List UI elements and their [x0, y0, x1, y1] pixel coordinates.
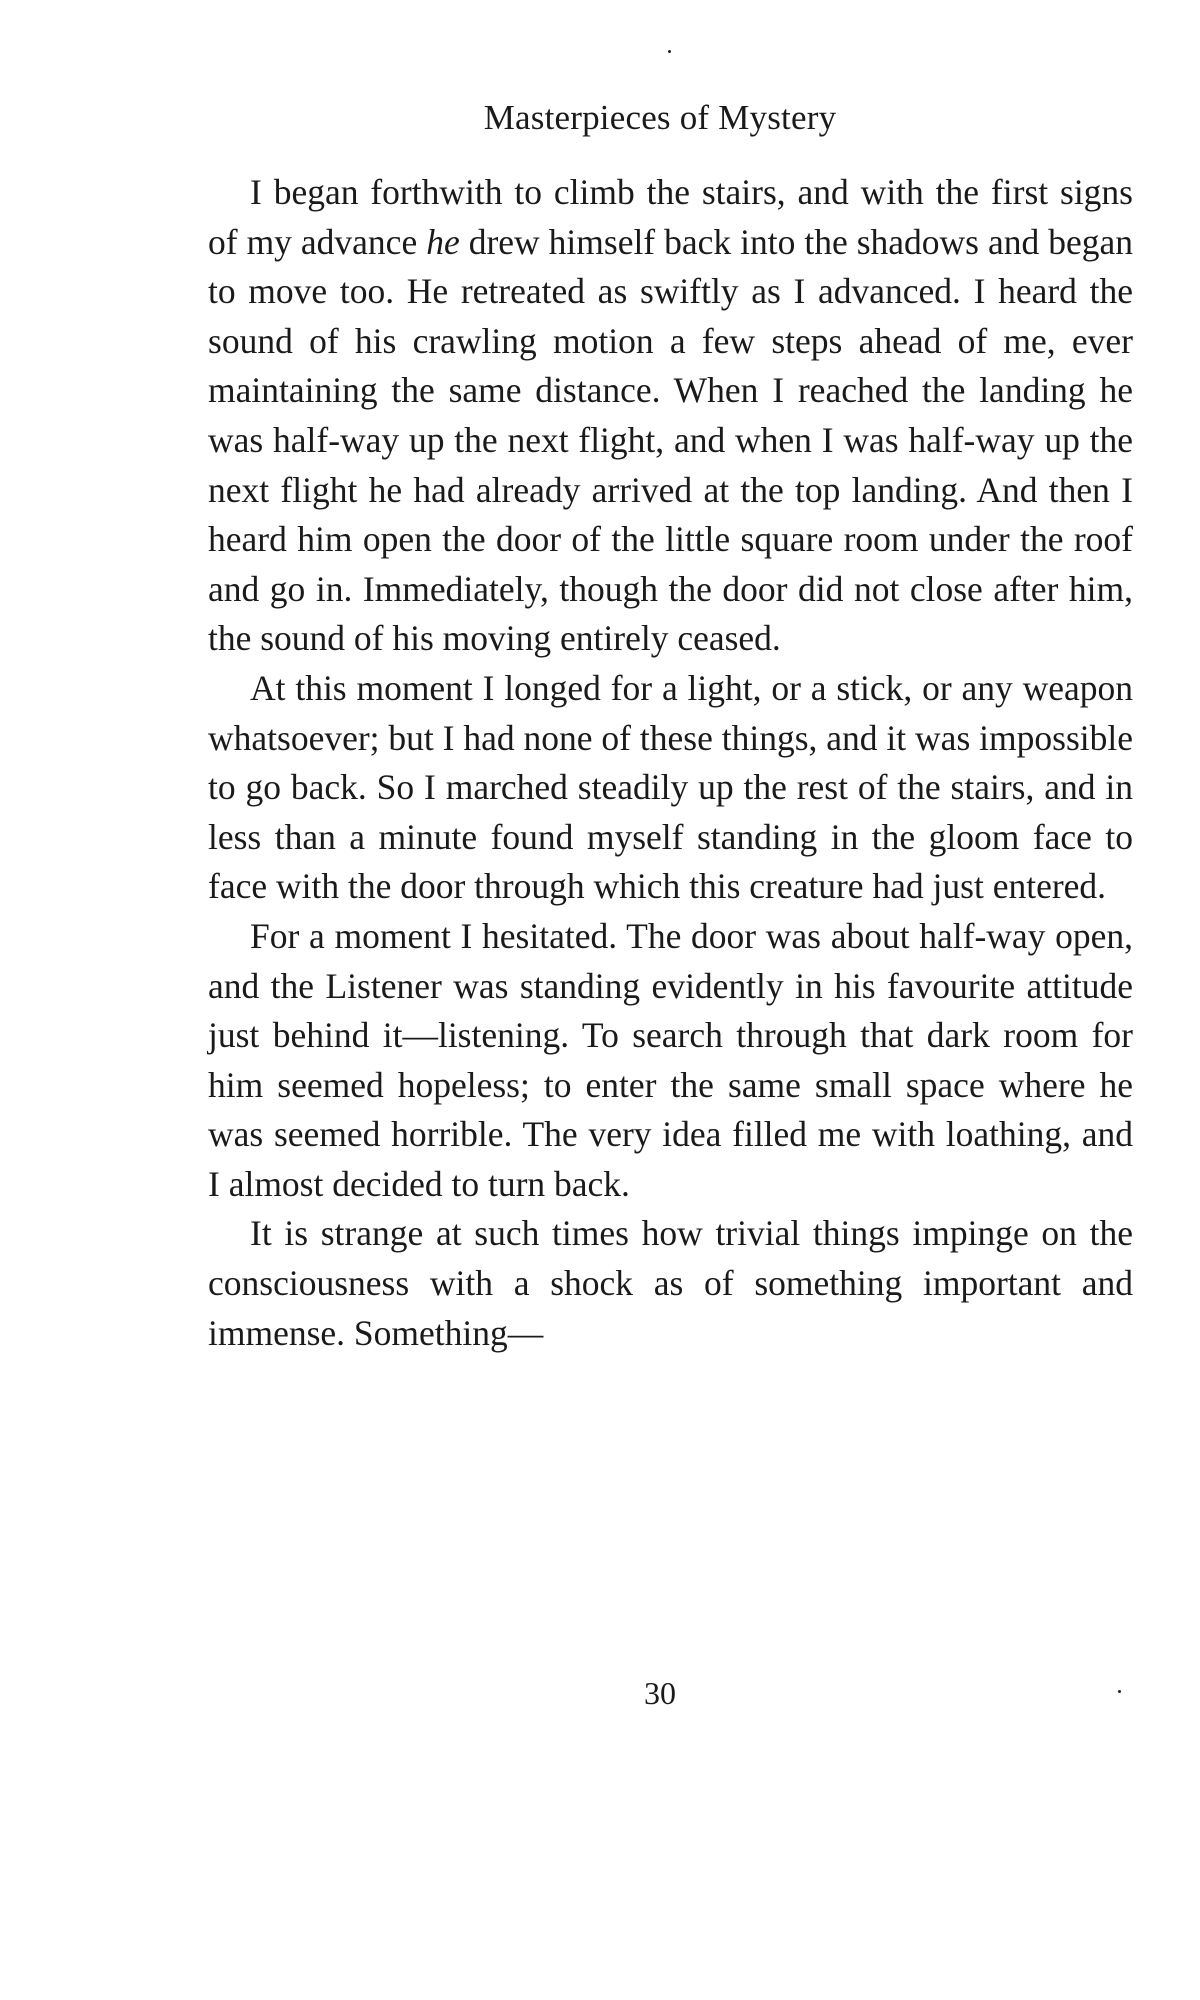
paragraph-3: For a moment I hesitated. The door was about half-way open, and the Listener was standing evidently in his favourite attitude just behind it—listening. To search through that dark room for him seemed hopeless; to enter the same small space where he was seemed horrible. The very idea filled me with loathing, and I almost decided to turn back.	[208, 915, 1133, 1204]
paragraph-1-rest: drew himself back into the shadows and began to move too. He retreated as swiftly as I advanced. I heard the sound of his crawling motion a few steps ahead of me, ever maintaining the same distance. When I reached the landing he was half-way up the next flight, and when I was half-way up the next flight he had already arrived at the top landing. And then I heard him open the door of the little square room under the roof and go in. Immediately, though the door did not close after him, the sound of his moving entirely ceased.	[208, 221, 1133, 659]
emphasis-he: he	[426, 221, 460, 262]
paragraph-1-start: I began forthwith to climb the stairs, and with the first signs of my advance	[208, 172, 1133, 262]
paragraph-1	[208, 168, 1133, 664]
paragraph-2: At this moment I longed for a light, or a stick, or any weapon whatsoever; but I had none of these things, and it was impossible to go back. So I marched steadily up the rest of the stairs, and in less than a minute found myself standing in the gloom face to face with the door through which this creature had just entered.	[208, 667, 1133, 907]
page-number: 30	[644, 1675, 676, 1711]
running-head: Masterpieces of Mystery	[483, 98, 837, 137]
body-text	[208, 168, 1133, 1358]
print-speck	[1118, 1690, 1121, 1693]
print-speck	[668, 50, 671, 53]
paragraph-4: It is strange at such times how trivial things impinge on the consciousness with a shock as of something important and immense. Something—	[208, 1213, 1133, 1353]
